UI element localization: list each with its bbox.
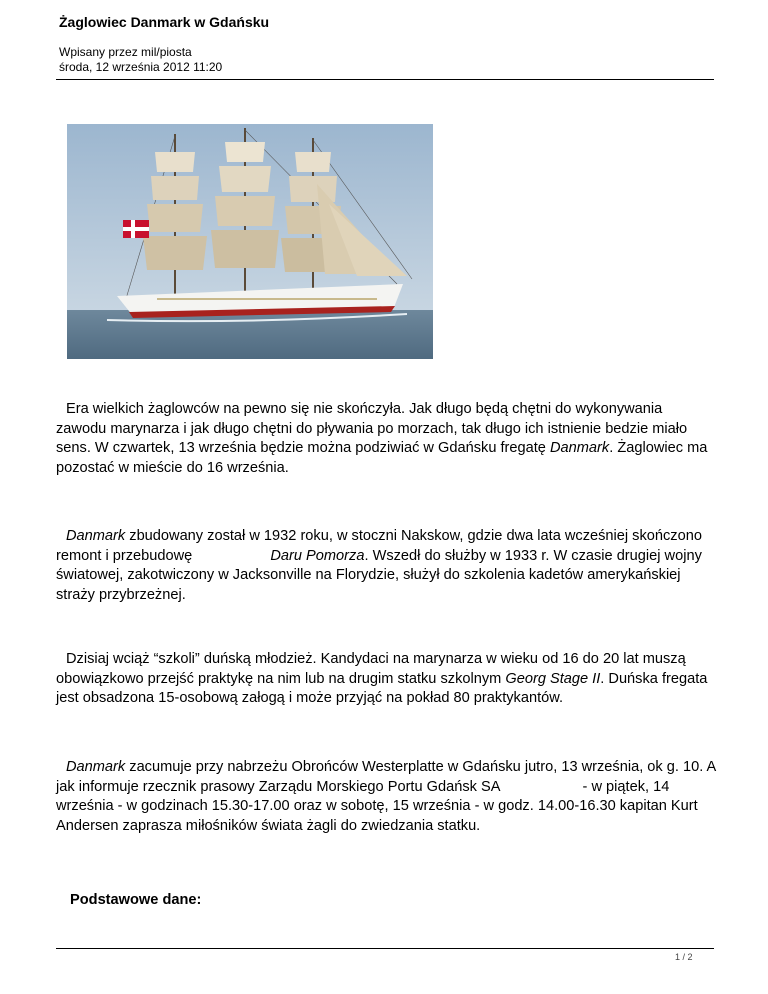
ship-name: Danmark <box>66 528 126 544</box>
ship-name: Georg Stage II <box>505 670 601 687</box>
section-heading: Podstawowe dane: <box>70 892 202 908</box>
date-line: środa, 12 września 2012 11:20 <box>59 60 223 74</box>
page-number: 1 / 2 <box>675 952 693 962</box>
ship-name: Daru Pomorza <box>270 547 365 564</box>
paragraph-training: Dzisiaj wciąż “szkoli” duńską młodzież. Kandydaci na marynarza w wieku od 16 do 20 lat muszą obowiązkowo przejść praktykę na nim lub na drugim statku szkolnym Georg Stage II. Duńska fregata jest obsadzona 15-osobową załogą i może przyjąć na pokład 80 praktykantów. <box>56 651 708 706</box>
sailing-ship-photo <box>67 124 433 359</box>
paragraph-visit: Danmark zacumuje przy nabrzeżu Obrońców Westerplatte w Gdańsku jutro, 13 września, ok g. 10. A jak informuje rzecznik prasowy Zarządu Morskiego Portu Gdańsk SA - w piątek, 14 września - w godzinach 15.30-17.00 oraz w sobotę, 15 września - w godz. 14.00-16.30 kapitan Kurt Andersen zaprasza miłośników świata żagli do zwiedzania statku. <box>56 759 716 834</box>
header-divider <box>56 79 714 80</box>
article-meta <box>59 45 222 75</box>
ship-name: Danmark <box>66 759 126 775</box>
paragraph-intro: Era wielkich żaglowców na pewno się nie skończyła. Jak długo będą chętni do wykonywania zawodu marynarza i jak długo chętni do pływania po morzach, tak długo ich istnienie bedzie miało sens. W czwartek, 13 września będzie można podziwiać w Gdańsku fregatę Danmark. Żaglowiec ma pozostać w mieście do 16 września. <box>56 401 708 476</box>
ship-name: Danmark <box>550 440 610 456</box>
page-title: Żaglowiec Danmark w Gdańsku <box>59 14 270 30</box>
author-line: Wpisany przez mil/piosta <box>59 45 192 59</box>
footer-divider <box>56 948 714 949</box>
paragraph-history: Danmark zbudowany został w 1932 roku, w stoczni Nakskow, gdzie dwa lata wcześniej skończono remont i przebudowę Daru Pomorza. Wszedł do służby w 1933 r. W czasie drugiej wojny światowej, zakotwiczony w Jacksonville na Florydzie, służył do szkolenia kadetów amerykańskiej straży przybrzeżnej. <box>56 528 702 603</box>
